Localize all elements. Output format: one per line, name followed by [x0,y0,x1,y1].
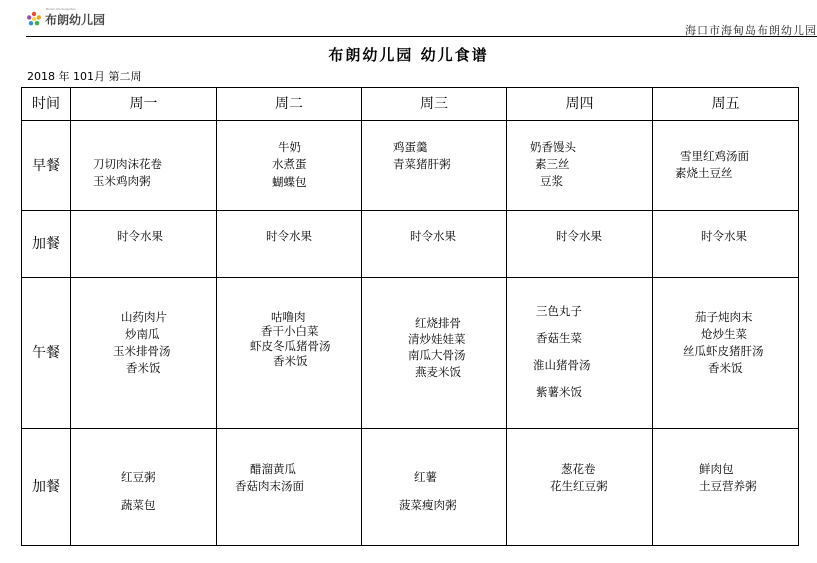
menu-cell [507,278,653,429]
day-header: 周五 [653,88,799,121]
menu-item: 香米饭 [273,354,308,368]
menu-item: 三色丸子 [536,304,582,318]
menu-item: 牛奶 [278,140,301,154]
menu-cell [217,278,362,429]
week-subtitle: 2018 年 101月 第二周 [27,70,142,83]
menu-cell [507,211,653,278]
logo-tagline: Brown Kindergarten [46,7,76,11]
menu-cell [653,121,799,211]
menu-item: 香菇肉末汤面 [235,479,304,493]
day-header: 周二 [217,88,362,121]
menu-item: 玉米鸡肉粥 [93,174,151,188]
menu-cell [653,429,799,546]
menu-item: 紫薯米饭 [536,385,582,399]
menu-item: 水煮蛋 [272,157,307,171]
menu-cell [217,121,362,211]
menu-item: 红烧排骨 [415,316,461,330]
school-full-name: 海口市海甸岛布朗幼儿园 [685,24,817,37]
menu-item: 香菇生菜 [536,331,582,345]
menu-item: 青菜猪肝粥 [393,157,451,171]
menu-item: 鲜肉包 [699,462,734,476]
menu-item: 淮山猪骨汤 [533,358,591,372]
menu-item: 蝴蝶包 [272,175,307,189]
menu-cell [653,211,799,278]
menu-item: 香米饭 [126,361,161,375]
menu-item: 醋溜黄瓜 [250,462,296,476]
menu-item: 土豆营养粥 [699,479,757,493]
menu-cell [362,429,507,546]
menu-item: 鸡蛋羹 [393,140,428,154]
menu-cell [362,121,507,211]
day-header: 周一 [71,88,217,121]
logo-flower-icon [26,11,42,27]
menu-item: 南瓜大骨汤 [408,348,466,362]
meal-label: 加餐 [22,429,71,546]
menu-cell [507,121,653,211]
day-header: 周三 [362,88,507,121]
menu-item: 红薯 [414,470,437,484]
menu-item: 素三丝 [535,157,570,171]
menu-item: 山药肉片 [121,310,167,324]
logo-text: 布朗幼儿园 [45,12,106,27]
meal-row [22,429,799,546]
menu-item: 蔬菜包 [121,498,156,512]
menu-cell [71,278,217,429]
meal-row [22,211,799,278]
day-header: 周四 [507,88,653,121]
meal-row [22,121,799,211]
menu-item: 丝瓜虾皮猪肝汤 [683,344,764,358]
menu-item: 时令水果 [266,229,312,243]
menu-item: 炒南瓜 [125,327,160,341]
header-divider [26,36,817,37]
menu-cell [653,278,799,429]
menu-item: 香米饭 [708,361,743,375]
menu-cell [71,121,217,211]
menu-item: 雪里红鸡汤面 [680,149,749,163]
menu-item: 葱花卷 [561,462,596,476]
menu-cell [362,211,507,278]
menu-item: 豆浆 [540,174,563,188]
table-header-row [22,88,799,121]
menu-cell [71,211,217,278]
meal-label: 加餐 [22,211,71,278]
menu-item: 刀切肉沫花卷 [93,157,162,171]
menu-item: 素烧土豆丝 [675,166,733,180]
menu-item: 时令水果 [117,229,163,243]
menu-table [21,87,799,546]
menu-cell [507,429,653,546]
menu-item: 时令水果 [556,229,602,243]
meal-row [22,278,799,429]
meal-label: 早餐 [22,121,71,211]
menu-item: 香干小白菜 [261,324,319,338]
page-title: 布朗幼儿园 幼儿食谱 [328,46,489,64]
menu-item: 时令水果 [701,229,747,243]
menu-item: 咕噜肉 [271,310,306,324]
menu-item: 玉米排骨汤 [113,344,171,358]
menu-cell [362,278,507,429]
menu-item: 花生红豆粥 [550,479,608,493]
menu-item: 炝炒生菜 [701,327,747,341]
menu-cell [217,429,362,546]
menu-item: 菠菜瘦肉粥 [399,498,457,512]
menu-item: 燕麦米饭 [415,365,461,379]
corner-header: 时间 [22,88,71,121]
menu-item: 红豆粥 [121,470,156,484]
menu-item: 奶香馒头 [530,140,576,154]
menu-item: 虾皮冬瓜猪骨汤 [250,339,331,353]
school-logo [26,9,105,29]
menu-item: 清炒娃娃菜 [408,332,466,346]
menu-cell [217,211,362,278]
meal-label: 午餐 [22,278,71,429]
menu-cell [71,429,217,546]
menu-item: 茄子炖肉末 [695,310,753,324]
menu-item: 时令水果 [410,229,456,243]
